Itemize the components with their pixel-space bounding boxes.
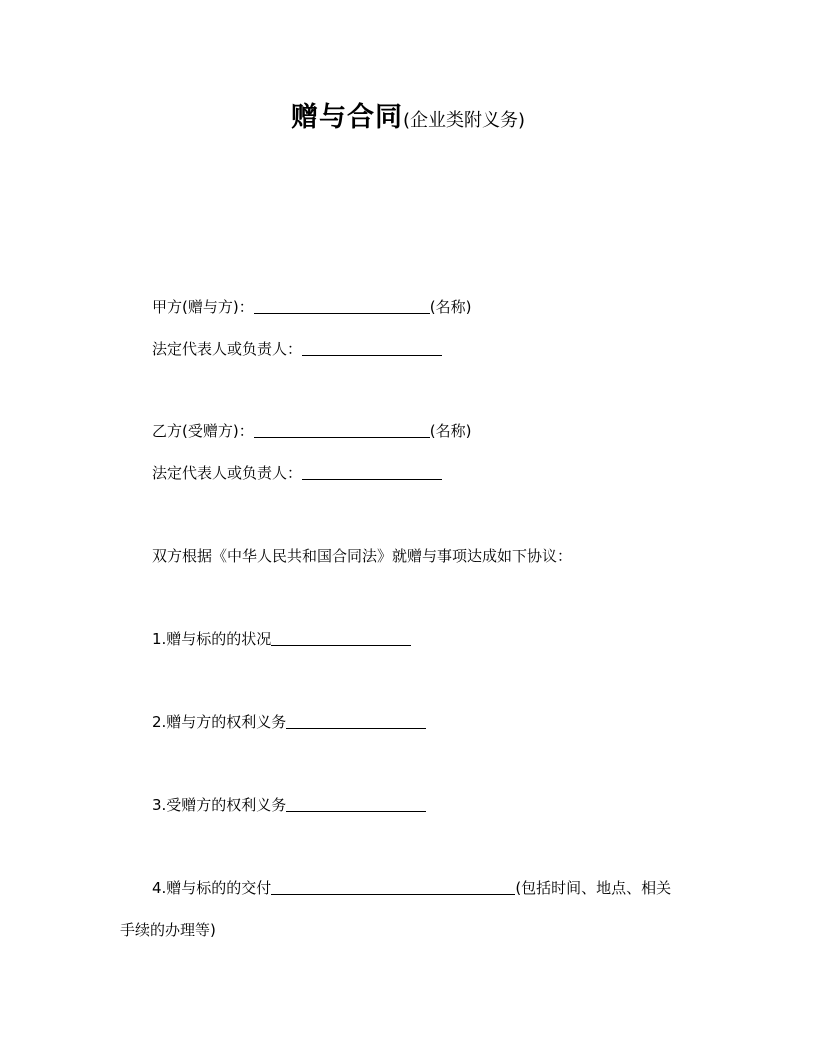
clause-2-label: 2.赠与方的权利义务 [152,713,287,731]
party-b-line [152,421,471,441]
party-a-name-blank[interactable] [254,297,430,314]
clause-4-label: 4.赠与标的的交付 [152,879,272,897]
clause-4-suffix: (包括时间、地点、相关 [515,879,672,897]
party-a-suffix: (名称) [429,298,472,316]
clause-2 [152,712,426,732]
clause-4-blank[interactable] [271,878,515,895]
clause-4 [152,878,671,898]
party-b-rep-blank[interactable] [302,463,442,480]
party-a-line [152,297,471,317]
clause-3 [152,795,426,815]
party-b-suffix: (名称) [429,422,472,440]
agreement-intro: 双方根据《中华人民共和国合同法》就赠与事项达成如下协议： [152,547,573,565]
clause-2-blank[interactable] [286,712,426,729]
document-title [0,100,816,139]
party-b-name-blank[interactable] [254,421,430,438]
clause-3-blank[interactable] [286,795,426,812]
clause-1-blank[interactable] [271,629,411,646]
title-main: 赠与合同 [290,102,403,133]
party-b-rep-label: 法定代表人或负责人： [152,464,303,482]
party-b-rep-line [152,463,442,483]
title-subtitle: (企业类附义务) [402,110,526,131]
clause-3-label: 3.受赠方的权利义务 [152,796,287,814]
party-a-label: 甲方(赠与方)： [152,298,254,316]
party-a-rep-blank[interactable] [302,339,442,356]
party-a-rep-line [152,339,442,359]
party-a-rep-label: 法定代表人或负责人： [152,340,303,358]
clause-1-label: 1.赠与标的的状况 [152,630,272,648]
clause-1 [152,629,411,649]
clause-4-continuation: 手续的办理等) [120,921,216,939]
party-b-label: 乙方(受赠方)： [152,422,254,440]
